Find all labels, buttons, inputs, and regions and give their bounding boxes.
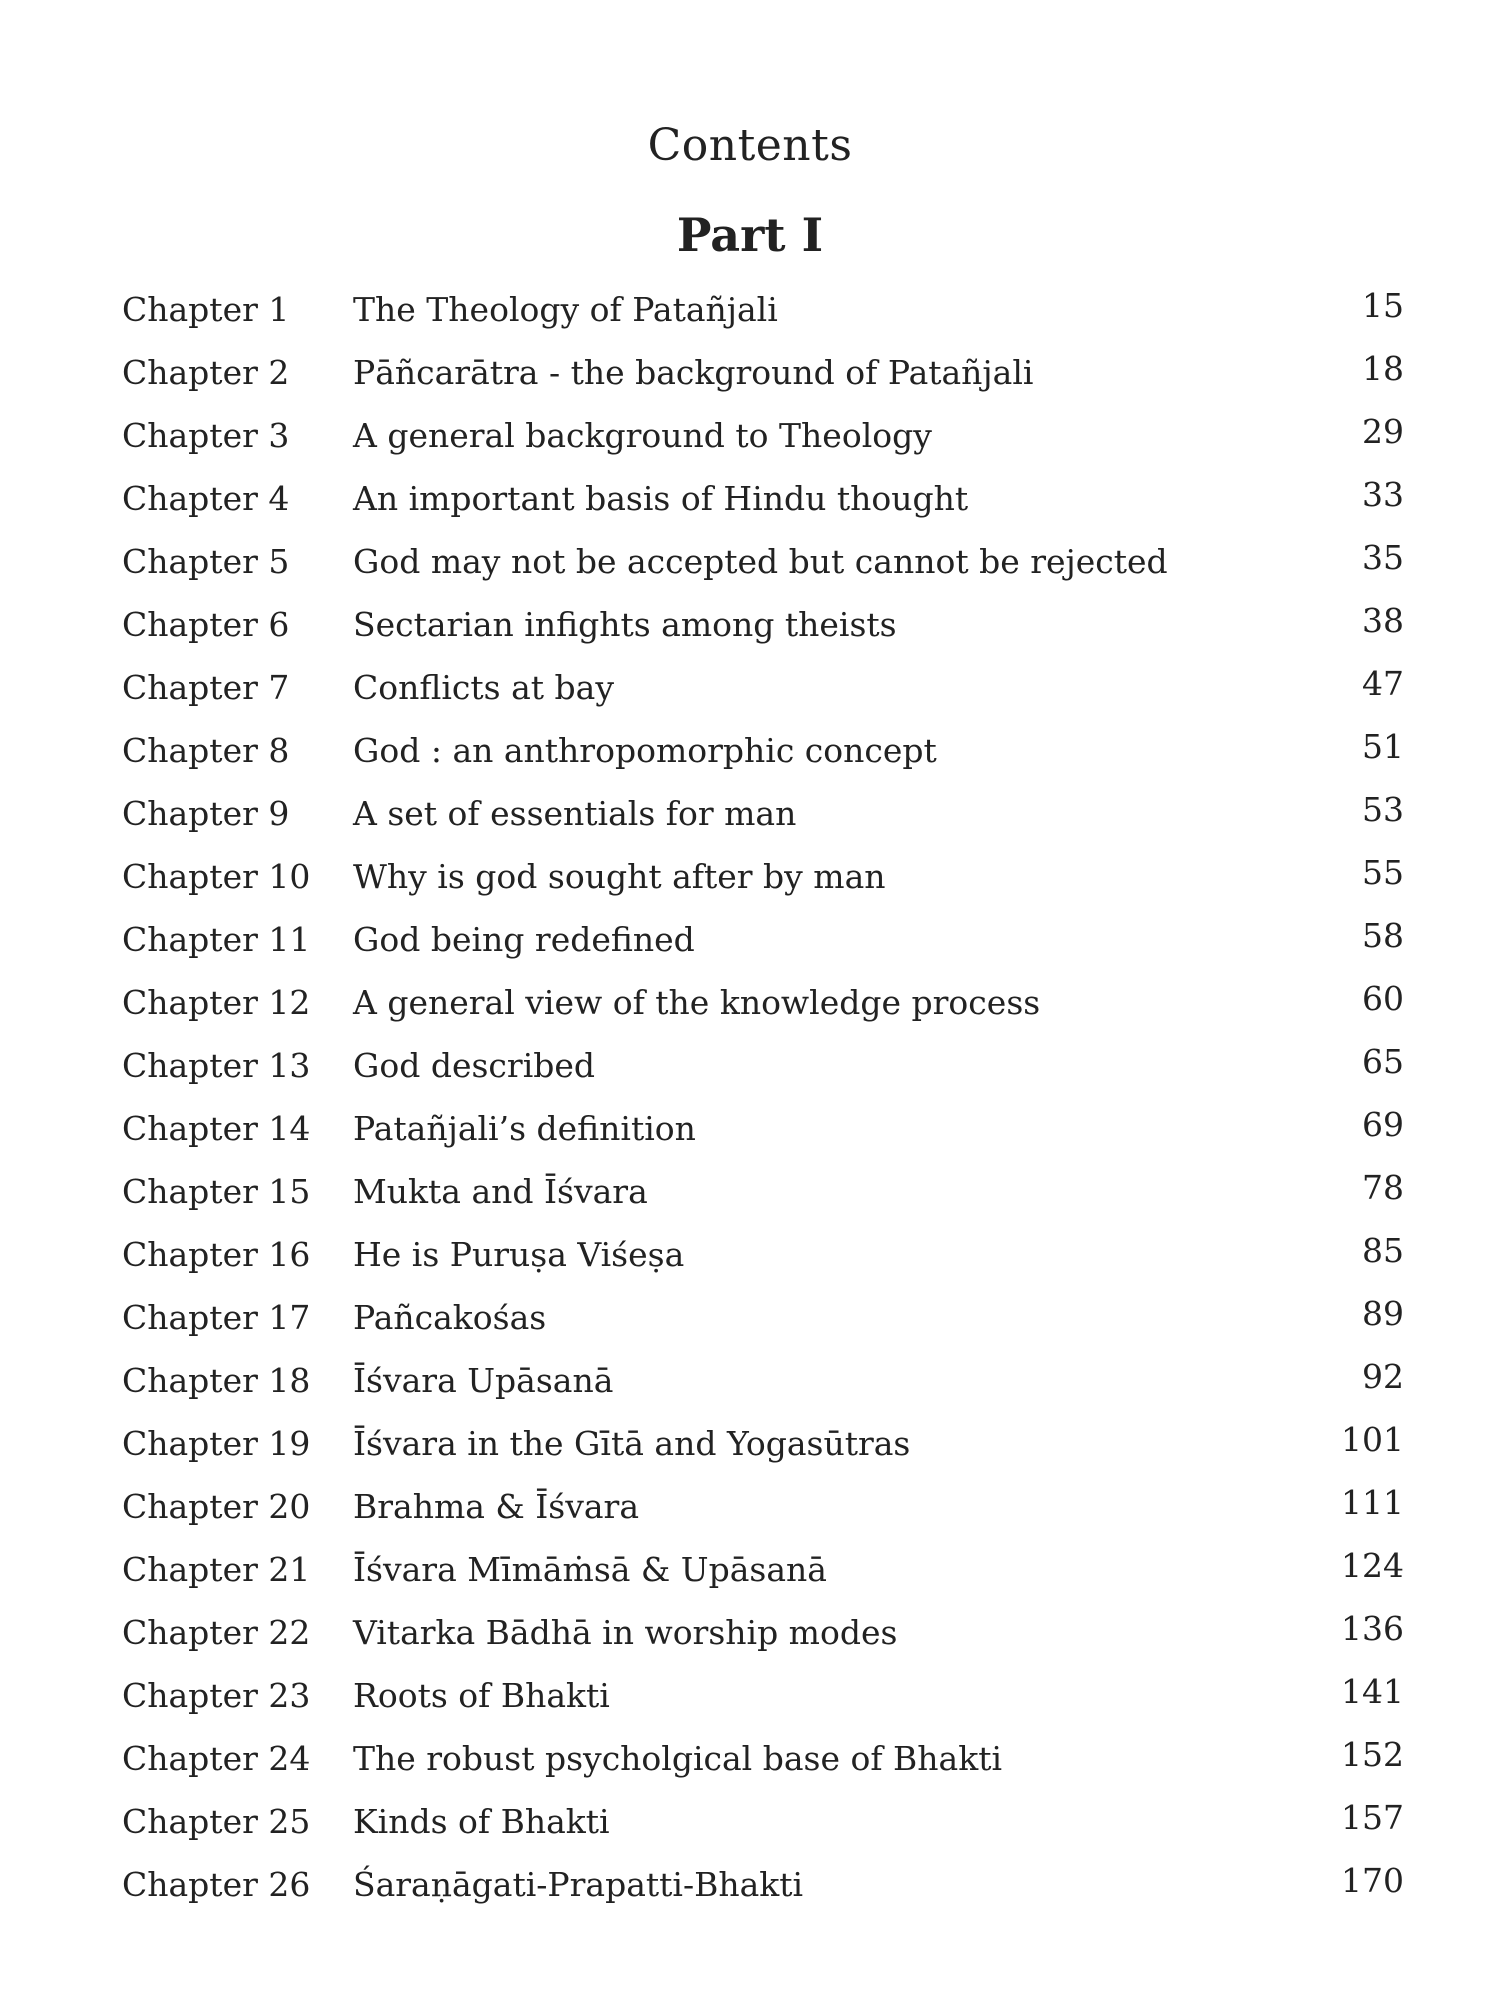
toc-entry: [0, 1798, 1500, 1865]
toc-entry: [0, 790, 1500, 857]
page-number: 111: [1341, 1483, 1404, 1522]
page-number: 78: [1362, 1168, 1404, 1207]
toc-entry: [0, 727, 1500, 794]
chapter-title: Roots of Bhakti: [353, 1676, 610, 1715]
toc-entry: [0, 1672, 1500, 1739]
page-number: 85: [1362, 1231, 1404, 1270]
toc-entry: [0, 1735, 1500, 1802]
part-heading: Part I: [676, 208, 824, 262]
chapter-title: Sectarian infights among theists: [353, 605, 897, 644]
toc-entry: [0, 1231, 1500, 1298]
chapter-title: The Theology of Patañjali: [353, 290, 778, 329]
chapter-title: A general background to Theology: [353, 416, 932, 455]
page-number: 89: [1362, 1294, 1404, 1333]
chapter-number: Chapter 17: [122, 1298, 311, 1337]
toc-entry: [0, 412, 1500, 479]
toc-entry: [0, 853, 1500, 920]
chapter-title: A set of essentials for man: [353, 794, 797, 833]
toc-entry: [0, 1168, 1500, 1235]
page-number: 60: [1362, 979, 1404, 1018]
chapter-title: Pañcakośas: [353, 1298, 547, 1337]
chapter-title: God described: [353, 1046, 596, 1085]
toc-entry: [0, 1609, 1500, 1676]
chapter-title: Brahma & Īśvara: [353, 1487, 640, 1526]
toc-entry: [0, 475, 1500, 542]
page-number: 65: [1362, 1042, 1404, 1081]
toc-entry: [0, 601, 1500, 668]
toc-entry: [0, 1420, 1500, 1487]
chapter-title: The robust psycholgical base of Bhakti: [353, 1739, 1003, 1778]
toc-entry: [0, 1105, 1500, 1172]
chapter-number: Chapter 15: [122, 1172, 311, 1211]
page-number: 136: [1341, 1609, 1404, 1648]
page-number: 55: [1362, 853, 1404, 892]
toc-entry: [0, 916, 1500, 983]
page-number: 124: [1341, 1546, 1404, 1585]
chapter-number: Chapter 13: [122, 1046, 311, 1085]
chapter-title: Vitarka Bādhā in worship modes: [353, 1613, 898, 1652]
chapter-number: Chapter 14: [122, 1109, 311, 1148]
page-number: 53: [1362, 790, 1404, 829]
chapter-title: Why is god sought after by man: [353, 857, 886, 896]
chapter-number: Chapter 12: [122, 983, 311, 1022]
page-title: Contents: [647, 120, 853, 171]
page-number: 15: [1362, 286, 1404, 325]
chapter-number: Chapter 11: [122, 920, 311, 959]
page-number: 51: [1362, 727, 1404, 766]
chapter-number: Chapter 7: [122, 668, 290, 707]
chapter-title: Śaraṇāgati-Prapatti-Bhakti: [353, 1865, 804, 1904]
page-number: 69: [1362, 1105, 1404, 1144]
chapter-title: An important basis of Hindu thought: [353, 479, 969, 518]
toc-entry: [0, 538, 1500, 605]
chapter-title: God : an anthropomorphic concept: [353, 731, 937, 770]
chapter-title: Patañjali’s definition: [353, 1109, 696, 1148]
chapter-title: Mukta and Īśvara: [353, 1172, 648, 1211]
chapter-title: Kinds of Bhakti: [353, 1802, 610, 1841]
chapter-number: Chapter 24: [122, 1739, 311, 1778]
chapter-title: Īśvara in the Gītā and Yogasūtras: [353, 1424, 911, 1463]
chapter-number: Chapter 4: [122, 479, 290, 518]
toc-entry: [0, 664, 1500, 731]
chapter-number: Chapter 5: [122, 542, 290, 581]
page-number: 101: [1341, 1420, 1404, 1459]
page-number: 141: [1341, 1672, 1404, 1711]
chapter-number: Chapter 8: [122, 731, 290, 770]
chapter-number: Chapter 16: [122, 1235, 311, 1274]
chapter-title: A general view of the knowledge process: [353, 983, 1041, 1022]
chapter-title: Īśvara Upāsanā: [353, 1361, 614, 1400]
toc-entry: [0, 1861, 1500, 1928]
page-number: 157: [1341, 1798, 1404, 1837]
chapter-title: He is Puruṣa Viśeṣa: [353, 1235, 685, 1274]
chapter-title: God may not be accepted but cannot be rejected: [353, 542, 1168, 581]
toc-entry: [0, 1357, 1500, 1424]
toc-entry: [0, 979, 1500, 1046]
page-number: 152: [1341, 1735, 1404, 1774]
chapter-title: Pāñcarātra - the background of Patañjali: [353, 353, 1034, 392]
toc-entry: [0, 1042, 1500, 1109]
toc-entry: [0, 286, 1500, 353]
page-number: 38: [1362, 601, 1404, 640]
toc-entry: [0, 1546, 1500, 1613]
chapter-number: Chapter 18: [122, 1361, 311, 1400]
page-number: 29: [1362, 412, 1404, 451]
page-number: 35: [1362, 538, 1404, 577]
page-number: 58: [1362, 916, 1404, 955]
chapter-number: Chapter 19: [122, 1424, 311, 1463]
page-number: 33: [1362, 475, 1404, 514]
chapter-title: Īśvara Mīmāṁsā & Upāsanā: [353, 1550, 827, 1589]
page-number: 18: [1362, 349, 1404, 388]
chapter-number: Chapter 21: [122, 1550, 311, 1589]
page-number: 92: [1362, 1357, 1404, 1396]
chapter-number: Chapter 9: [122, 794, 290, 833]
chapter-number: Chapter 10: [122, 857, 311, 896]
chapter-number: Chapter 6: [122, 605, 290, 644]
toc-entry: [0, 1294, 1500, 1361]
chapter-number: Chapter 3: [122, 416, 290, 455]
page-number: 170: [1341, 1861, 1404, 1900]
chapter-number: Chapter 26: [122, 1865, 311, 1904]
chapter-number: Chapter 20: [122, 1487, 311, 1526]
chapter-title: God being redefined: [353, 920, 695, 959]
chapter-number: Chapter 22: [122, 1613, 311, 1652]
chapter-number: Chapter 23: [122, 1676, 311, 1715]
chapter-title: Conflicts at bay: [353, 668, 614, 707]
page-number: 47: [1362, 664, 1404, 703]
toc-entry: [0, 1483, 1500, 1550]
toc-entry: [0, 349, 1500, 416]
chapter-number: Chapter 2: [122, 353, 290, 392]
chapter-number: Chapter 25: [122, 1802, 311, 1841]
chapter-number: Chapter 1: [122, 290, 290, 329]
table-of-contents: [0, 286, 1500, 1928]
